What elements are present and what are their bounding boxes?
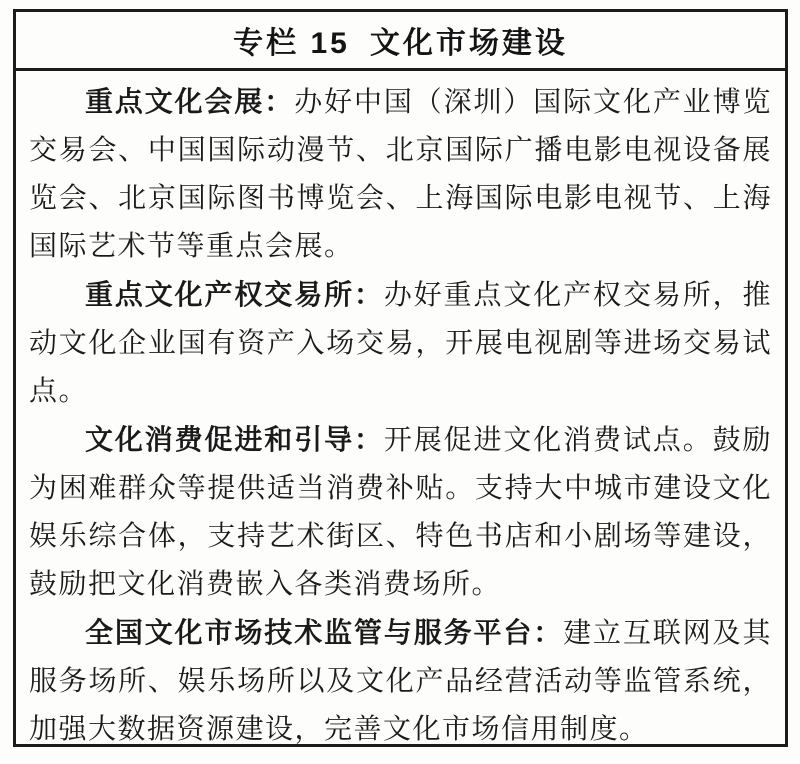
paragraph-text: 办好重点文化产权交易所，推动文化企业国有资产入场交易，开展电视剧等进场交易试点。	[29, 280, 772, 407]
paragraph-property-exchanges	[29, 271, 772, 416]
paragraph-consumption-guidance	[29, 416, 772, 609]
panel-body	[16, 71, 785, 754]
paragraph-lead: 全国文化市场技术监管与服务平台：	[85, 617, 564, 648]
panel-number: 专栏 15	[233, 27, 350, 60]
paragraph-supervision-platform	[29, 609, 772, 754]
column-panel-box	[13, 9, 788, 747]
paragraph-lead: 文化消费促进和引导：	[85, 424, 384, 455]
paragraph-lead: 重点文化会展：	[85, 86, 295, 117]
paragraph-text: 办好中国（深圳）国际文化产业博览交易会、中国国际动漫节、北京国际广播电影电视设备展览会、北京国际图书博览会、上海国际电影电视节、上海国际艺术节等重点会展。	[29, 87, 772, 262]
paragraph-text: 开展促进文化消费试点。鼓励为困难群众等提供适当消费补贴。支持大中城市建设文化娱乐综合体，支持艺术街区、特色书店和小剧场等建设，鼓励把文化消费嵌入各类消费场所。	[29, 425, 772, 600]
panel-title-bar	[16, 12, 785, 71]
paragraph-text: 建立互联网及其服务场所、娱乐场所以及文化产品经营活动等监管系统，加强大数据资源建设，完善文化市场信用制度。	[29, 618, 772, 745]
paragraph-lead: 重点文化产权交易所：	[85, 279, 384, 310]
panel-heading: 文化市场建设	[369, 27, 568, 60]
paragraph-key-exhibitions	[29, 78, 772, 271]
